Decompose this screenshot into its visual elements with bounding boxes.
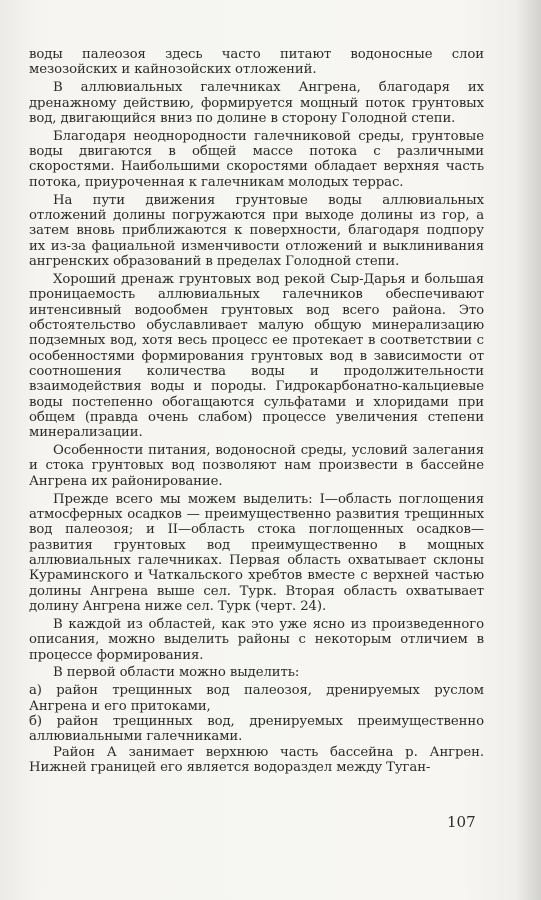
paragraph-9: В первой области можно выделить: [53, 665, 300, 681]
paragraph-5: Хороший дренаж грунтовых вод рекой Сыр-Дарья и большая проницаемость аллювиальных галечников обеспечивают интенсивный водообмен грунтовых вод всего района. Это обстоятельство обуславливает малую общую минерализацию подземных вод, хотя весь процесс ее протекает в соответствии с особенностями формирования грунтовых вод в зависимости от соотношения количества воды и продолжительности взаимодействия воды и породы. Гидрокарбонатно-кальциевые воды постепенно обогащаются сульфатами и хлоридами при общем (правда очень слабом) процессе увеличения степени минерализации. [29, 271, 484, 441]
paragraph-10: Район А занимает верхнюю часть бассейна р. Ангрен. Нижней границей его является водораздел между Туган- [29, 744, 484, 775]
paragraph-3: Благодаря неоднородности галечниковой среды, грунтовые воды двигаются в общей массе потока с различными скоростями. Наибольшими скоростями обладает верхняя часть потока, приуроченная к галечникам молодых террас. [29, 128, 484, 190]
paragraph-7: Прежде всего мы можем выделить: I—область поглощения атмосферных осадков — преимущественно развития трещинных вод палеозоя; и II—область стока поглощенных осадков—развития грунтовых вод преимущественно в мощных аллювиальных галечниках. Первая область охватывает склоны Кураминского и Чаткальского хребтов вместе с верхней частью долины Ангрена выше сел. Турк. Вторая область охватывает долину Ангрена ниже сел. Турк (черт. 24). [29, 491, 484, 615]
list-item-b: б) район трещинных вод, дренируемых преимущественно аллювиальными галечниками. [29, 713, 484, 745]
paragraph-4: На пути движения грунтовые воды аллювиальных отложений долины погружаются при выходе долины из гор, а затем вновь приближаются к поверхности, благодаря подпору их из-за фациальной изменчивости отложений и выклинивания ангренских образований в пределах Голодной степи. [29, 192, 484, 269]
paragraph-1: воды палеозоя здесь часто питают водоносные слои мезозойских и кайнозойских отложений. [29, 47, 484, 78]
page-number: 107 [447, 813, 476, 831]
text-column [29, 47, 484, 778]
paragraph-6: Особенности питания, водоносной среды, условий залегания и стока грунтовых вод позволяют нам произвести в бассейне Ангрена их районирование. [29, 443, 484, 489]
paragraph-2: В аллювиальных галечниках Ангрена, благодаря их дренажному действию, формируется мощный поток грунтовых вод, двигающийся вниз по долине в сторону Голодной степи. [29, 80, 484, 126]
list-item-a: а) район трещинных вод палеозоя, дренируемых руслом Ангрена и его притоками, [29, 683, 484, 714]
paragraph-8: В каждой из областей, как это уже ясно из произведенного описания, можно выделить районы с некоторым отличием в процессе формирования. [29, 616, 484, 663]
